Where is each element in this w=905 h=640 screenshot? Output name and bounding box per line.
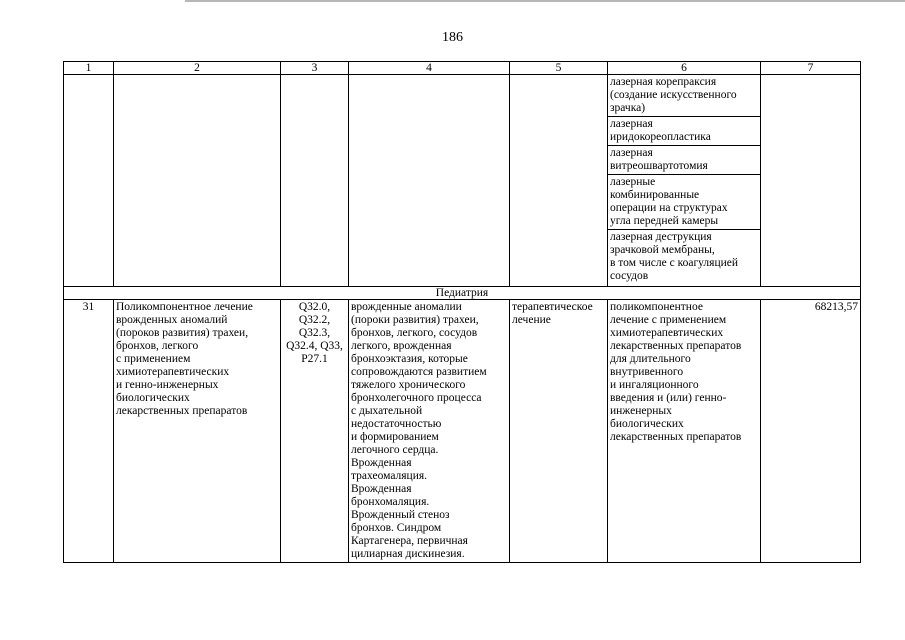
cost-value: 68213,57 [761,300,861,563]
methods-cell [608,75,761,287]
column-number: 7 [761,62,861,75]
column-number: 6 [608,62,761,75]
column-number: 2 [114,62,281,75]
section-title: Педиатрия [64,287,861,300]
column-number-row [64,62,861,75]
table-row [64,300,861,563]
column-number: 1 [64,62,114,75]
empty-cell [761,75,861,287]
row-number: 31 [64,300,114,563]
empty-cell [510,75,608,287]
method-item: лазерная витреошвартотомия [608,146,760,175]
empty-cell [281,75,349,287]
empty-cell [64,75,114,287]
column-number: 3 [281,62,349,75]
page-number: 186 [442,30,463,45]
method-item: лазерная корепраксия (создание искусственного зрачка) [608,75,760,117]
treatment-method: поликомпонентное лечение с применением химиотерапевтических лекарственных препаратов для длительного внутривенного и ингаляционного введения и (или) генно- инженерных биологических лекарственных препаратов [608,300,761,563]
medical-care-table [63,61,861,563]
method-item: лазерная иридокореопластика [608,117,760,146]
method-item: лазерные комбинированные операции на структурах угла передней камеры [608,175,760,230]
column-number: 5 [510,62,608,75]
treatment-type: терапевтическое лечение [510,300,608,563]
section-header-row [64,287,861,300]
empty-cell [114,75,281,287]
scan-edge-line [185,0,905,2]
care-type-name: Поликомпонентное лечение врожденных аномалий (пороков развития) трахеи, бронхов, легкого с применением химиотерапевтических и генно-инженерных биологических лекарственных препаратов [114,300,281,563]
empty-cell [349,75,510,287]
icd-codes: Q32.0, Q32.2, Q32.3, Q32.4, Q33, P27.1 [281,300,349,563]
column-number: 4 [349,62,510,75]
patient-model: врожденные аномалии (пороки развития) трахеи, бронхов, легкого, сосудов легкого, врожденная бронхоэктазия, которые сопровождаются развитием тяжелого хронического бронхолегочного процесса с дыхательной недостаточностью и формированием легочного сердца. Врожденная трахеомаляция. Врожденная бронхомаляция. Врожденный стеноз бронхов. Синдром Картагенера, первичная цилиарная дискинезия. [349,300,510,563]
continuation-row [64,75,861,287]
method-item: лазерная деструкция зрачковой мембраны, в том числе с коагуляцией сосудов [610,231,739,282]
